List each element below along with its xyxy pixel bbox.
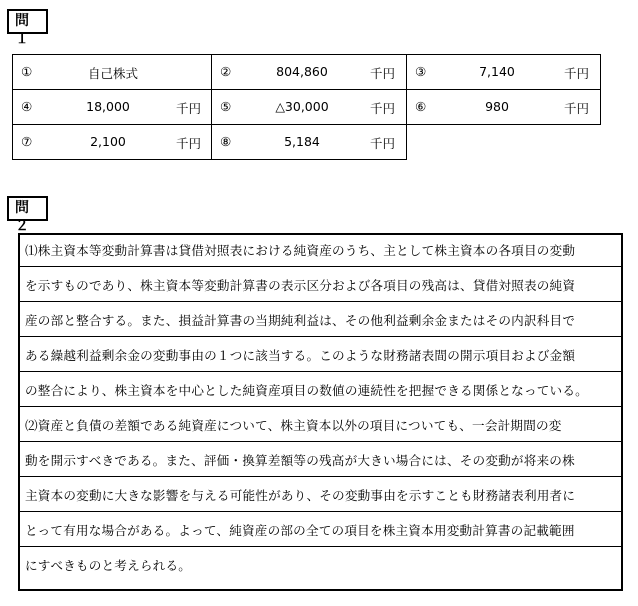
answer-text-line: ⑴株主資本等変動計算書は貸借対照表における純資産のうち、主として株主資本の各項目の変動	[20, 235, 621, 267]
answer-cell-5	[211, 89, 407, 125]
answer-text-line: の整合により、株主資本を中心とした純資産項目の数値の連続性を把握できる関係となっている。	[20, 375, 621, 407]
answer-cell-6	[406, 89, 601, 125]
answer-value: 18,000	[86, 99, 130, 114]
answer-text-box	[18, 233, 623, 591]
answer-value: 5,184	[284, 134, 320, 149]
answer-cell-3	[406, 54, 601, 90]
answer-cell-8	[211, 124, 407, 160]
question-1-label: 問１	[7, 9, 48, 34]
answer-value: 自己株式	[87, 66, 138, 81]
answer-number: ⑥	[415, 99, 427, 114]
answer-unit: 千円	[370, 66, 396, 81]
answer-value: 804,860	[276, 64, 328, 79]
answer-number: ④	[21, 99, 33, 114]
answer-value: 980	[485, 99, 509, 114]
answer-number: ①	[21, 64, 33, 79]
answer-number: ⑦	[21, 134, 33, 149]
answer-unit: 千円	[370, 101, 396, 116]
answer-text-line: 動を開示すべきである。また、評価・換算差額等の残高が大きい場合には、その変動が将来の株	[20, 445, 621, 477]
question-2-label: 問２	[7, 196, 48, 221]
answer-cell-1	[12, 54, 212, 90]
answer-text-line: を示すものであり、株主資本等変動計算書の表示区分および各項目の残高は、貸借対照表の純資	[20, 270, 621, 302]
answer-number: ②	[220, 64, 232, 79]
answer-text-line: ⑵資産と負債の差額である純資産について、株主資本以外の項目についても、一会計期間の変	[20, 410, 621, 442]
answer-unit: 千円	[176, 136, 202, 151]
answer-value: △30,000	[275, 99, 329, 114]
answer-cell-2	[211, 54, 407, 90]
answer-unit: 千円	[564, 66, 590, 81]
answer-number: ⑤	[220, 99, 232, 114]
answer-text-line: にすべきものと考えられる。	[25, 558, 192, 573]
answer-unit: 千円	[370, 136, 396, 151]
answer-text-line: とって有用な場合がある。よって、純資産の部の全ての項目を株主資本用変動計算書の記載範囲	[20, 515, 621, 547]
answer-unit: 千円	[564, 101, 590, 116]
answer-unit: 千円	[176, 101, 202, 116]
answer-number: ③	[415, 64, 427, 79]
answer-number: ⑧	[220, 134, 232, 149]
answer-cell-7	[12, 124, 212, 160]
answer-text-line: 主資本の変動に大きな影響を与える可能性があり、その変動事由を示すことも財務諸表利用者に	[20, 480, 621, 512]
answer-cell-4	[12, 89, 212, 125]
answer-text-line: 産の部と整合する。また、損益計算書の当期純利益は、その他利益剰余金またはその内訳科目で	[20, 305, 621, 337]
answer-value: 7,140	[479, 64, 515, 79]
answer-text-line: ある繰越利益剰余金の変動事由の１つに該当する。このような財務諸表間の開示項目および金額	[20, 340, 621, 372]
answer-value: 2,100	[90, 134, 126, 149]
